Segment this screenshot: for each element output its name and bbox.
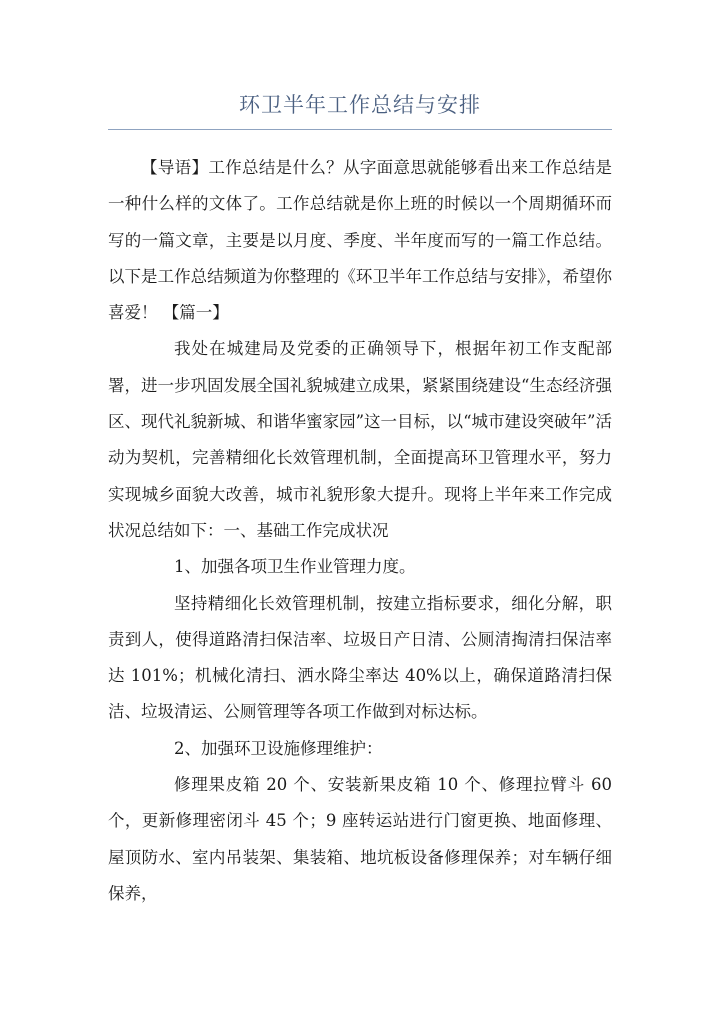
document-title: 环卫半年工作总结与安排 (239, 93, 481, 117)
document-body (108, 150, 612, 912)
paragraph-intro: 【导语】工作总结是什么？从字面意思就能够看出来工作总结是一种什么样的文体了。工作总结就是你上班的时候以一个周期循环而写的一篇文章，主要是以月度、季度、半年度而写的一篇工作总结。以下是工作总结频道为你整理的《环卫半年工作总结与安排》，希望你喜爱！ 【篇一】 (108, 158, 612, 323)
title-divider (108, 129, 612, 130)
paragraph-overview: 我处在城建局及党委的正确领导下，根据年初工作支配部署，进一步巩固发展全国礼貌城建立成果，紧紧围绕建设“生态经济强区、现代礼貌新城、和谐华蜜家园”这一目标，以“城市建设突破年”活动为契机，完善精细化长效管理机制，全面提高环卫管理水平，努力实现城乡面貌大改善，城市礼貌形象大提升。现将上半年来工作完成状况总结如下：一、基础工作完成状况 (108, 339, 612, 540)
paragraph-sanitation: 坚持精细化长效管理机制，按建立指标要求，细化分解，职责到人，使得道路清扫保洁率、垃圾日产日清、公厕清掏清扫保洁率达 101%；机械化清扫、洒水降尘率达 40%以上，确保道路清扫保洁、垃圾清运、公厕管理等各项工作做到对标达标。 (108, 593, 612, 722)
paragraph-maintenance: 修理果皮箱 20 个、安装新果皮箱 10 个、修理拉臂斗 60 个，更新修理密闭斗 45 个；9 座转运站进行门窗更换、地面修理、屋顶防水、室内吊装架、集装箱、地坑板设备修理保养；对车辆仔细保养， (108, 775, 612, 903)
section-heading-sanitation: 1、加强各项卫生作业管理力度。 (174, 557, 416, 577)
section-heading-maintenance: 2、加强环卫设施修理维护： (174, 738, 383, 758)
